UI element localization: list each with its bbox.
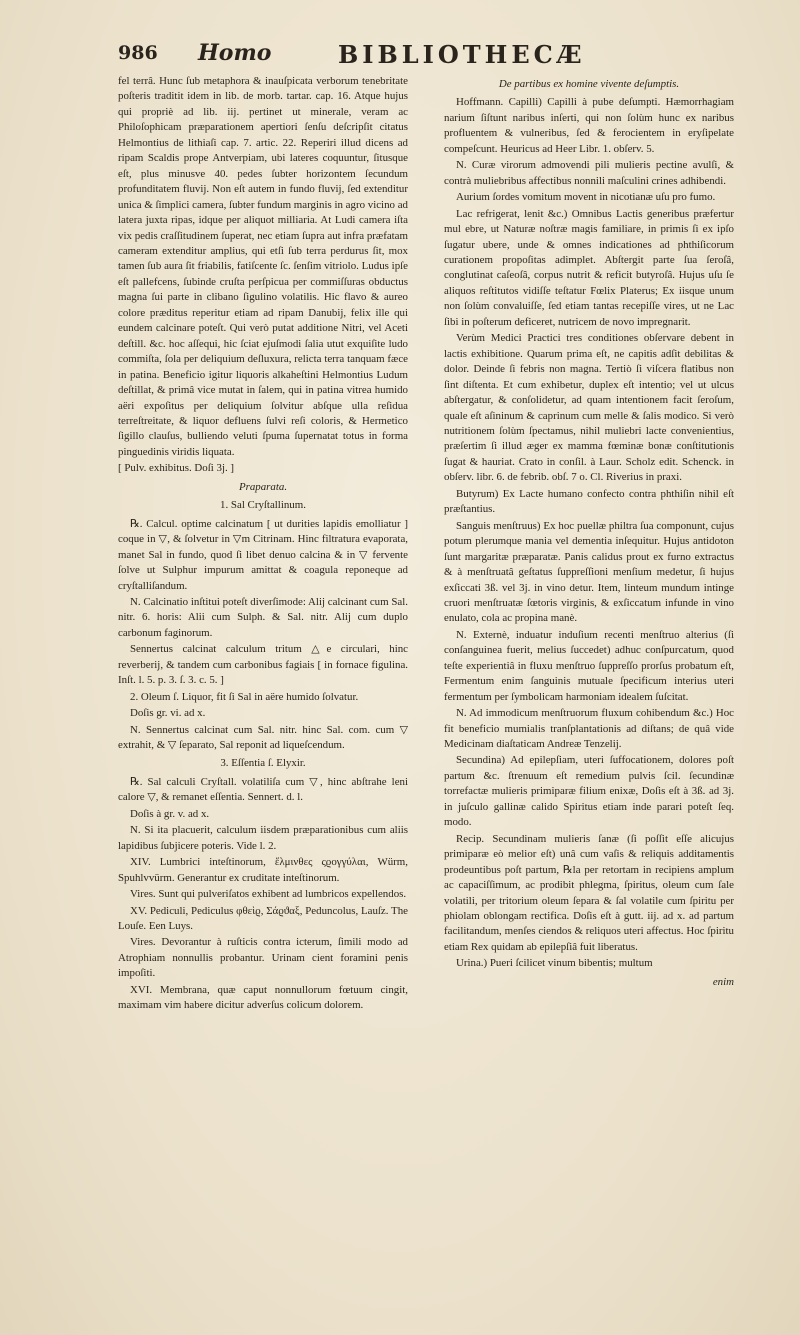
paragraph: Doſis gr. vi. ad x. bbox=[130, 707, 206, 720]
paragraph: Hoffmann. Capilli) Capilli à pube deſumpti. Hæmorrhagiam narium ſiſtunt naribus inſerti, qui non ſolùm hunc ex naribus profluentem & vulneribus, ſed & ferocientem in eryſipelate compeſcunt. Heuricus ad Heer Libr. 1. obſerv. 5. bbox=[444, 96, 734, 155]
paragraph: enim bbox=[712, 975, 734, 988]
paragraph: Recip. Secundinam mulieris ſanæ (ſi poſſit eſſe alicujus primiparæ eò melior eſt) unâ cum vaſis & reliquis additamentis prodeuntibus poſt partum, ℞la per retortam in recipiens amplum ac capaciſſimum, ac prodibit phlegma, ſpiritus, oleum cum ſale volatili, per tritorium oleum ſepara & ſal volatile cum ſpiritu per phiolam oblongam rectifica. Doſis eſt à gutt. iij. ad x. ad partum facilitandum, menſes ciendos & reliquos uteri affectus. Hoc ſpiritu etiam Rex quidam ab epilepſiâ fuit liberatus. bbox=[444, 832, 734, 953]
paragraph: Vires. Sunt qui pulveriſatos exhibent ad lumbricos expellendos. bbox=[130, 888, 407, 901]
paragraph: ℞. Sal calculi Cryſtall. volatiliſa cum ▽, hinc abſtrahe leni calore ▽, & remanet eſſentia. Sennert. d. l. bbox=[118, 775, 408, 804]
paragraph: Vires. Devorantur à ruſticis contra icterum, ſimili modo ad Atrophiam nonnullis probantur. Urinam cient foramini penis impoſiti. bbox=[118, 936, 408, 980]
paragraph: 2. Oleum ſ. Liquor, fit ſi Sal in aëre humido ſolvatur. bbox=[130, 690, 359, 703]
paragraph: Urina.) Pueri ſcilicet vinum bibentis; multum bbox=[456, 957, 653, 970]
paragraph: XV. Pediculi, Pediculus φθεὶϱ, Σάϱϑαξ, Peduncolus, Lauſz. The Louſe. Een Luys. bbox=[118, 904, 408, 933]
paragraph: XVI. Membrana, quæ caput nonnullorum fœtuum cingit, maximam vim habere dicitur adverſus colicum dolorem. bbox=[118, 983, 408, 1012]
paragraph: Butyrum) Ex Lacte humano confecto contra phthiſin nihil eſt præſtantius. bbox=[444, 487, 734, 516]
paragraph: 3. Eſſentia ſ. Elyxir. bbox=[220, 757, 306, 770]
paragraph: Aurium ſordes vomitum movent in nicotianæ uſu pro fumo. bbox=[456, 191, 716, 204]
paragraph: Doſis à gr. v. ad x. bbox=[130, 807, 210, 820]
paragraph: fel terrâ. Hunc ſub metaphora & inauſpicata verborum tenebritate poſteris traditit idem in lib. de morb. tartar. cap. 16. Atque hujus qui propriè ad lib. iij. pertinet ut minerale, veram ac Philoſophicam præparationem apertiori ſenſu deſcripſit citatus Helmontius de lithiaſi cap. 7. artic. 22. Reperiri illud dicens ad ripam Scaldis prope Antverpiam, ubi lateres coquuntur, ſitusque eſt, plus minusve 40. pedes ſubter horizontem ſecundum profunditatem fluvij. Non eſt autem in fundo fluvij, ſed extenditur unica & ſimplici camera, ſubter fundum marginis in agro vicino ad latera juxta ripas, idque per aliquot milliaria. At Ludi camera iſta vix pedis craſſitudinem ſuperat, nec etiam ſupra aut infra præfatam cameram extenditur amplius, qui etſi ſub terra perdurus ſit, mox tamen ſub aura ſit friabilis, fatiſcente ſc. ſenſim vitriolo. Ludus ipſe eſt pallefcens, ſubinde cruſta perſpicua per commiſſuras obductus magna ſui parte in clibano ſigulino volatilis. Hic flavo & aureo colore præditus reperitur etiam ad ripam Danubij, felix ille qui eundem calcinare poteſt. Qui verò putat additione Nitri, vel Aceti deſtill. &c. hoc aſſequi, hic ſciat ejuſmodi ſalia utut exquiſite ludo commiſta, ſola per deliquium deſluxura, relicta terra tanquam fæce in patina. Beneficio igitur liquoris alkaheſtini Helmontius Ludum deſtillat, & primâ vice mutat in ſalem, qui in patina vitrea humido aëri expoſitus per deliquium ſolvitur abſque ulla reſidua terreſtreitate, & liquor defluens ſulvi reſi coloris, & Hermetico ſigillo clauſus, bulliendo veluti ſpuma ſupernatat totus in forma pinguedinis viridis liquata. bbox=[118, 75, 408, 458]
right-text-column bbox=[444, 74, 734, 991]
left-text-column bbox=[118, 74, 408, 1015]
paragraph: N. Externè, induatur induſium recenti menſtruo alterius (ſi conſanguinea fuerit, melius ſuccedet) adhuc conſpurcatum, quod teſte experientiâ in fluxu menſtruo ſuppreſſo prorſus probatum eſt, Fermentum enim ſanguinis mutuale ſpecificum interius uteri fermentum per ſymbolicam harmoniam idealem ſuſcitat. bbox=[444, 628, 734, 703]
paragraph: De partibus ex homine vivente deſumptis. bbox=[498, 78, 680, 90]
paragraph: Sennertus calcinat calculum tritum △e circulari, hinc reverberij, & tandem cum carbonibus fagiais [ in fornace figulina. Inſt. l. 5. p. 3. ſ. 3. c. 5. ] bbox=[118, 643, 408, 687]
running-title: BIBLIOTHECÆ bbox=[338, 40, 586, 69]
section-heading: Homo bbox=[198, 40, 272, 66]
page-header bbox=[118, 40, 758, 74]
paragraph: N. Ad immodicum menſtruorum fluxum cohibendum &c.) Hoc fit beneficio mumialis tranſplantationis ad diſtans; de quâ vide Medicinam diaſtaticam Andreæ Tenzelij. bbox=[444, 707, 734, 751]
paragraph: Lac refrigerat, lenit &c.) Omnibus Lactis generibus præfertur mul ebre, ut Naturæ noſtræ magis familiare, in primis ſi ex ipſo ſugatur ubere, unde & omnes indicationes ad phthiſicorum curationem propoſitas adimplet. Abſtergit parte ſua ſeroſâ, conglutinat caſeoſâ, corpus nutrit & reficit butyroſâ. Hujus uſu ſe aliquos reſtitutos vidiſſe teſtatur Fœlix Platerus; Ex iisque unum non ſolùm convaluiſſe, ſed etiam tantas recepiſſe vires, ut ne Lac ſibi in poſterum deficeret, nutricem de novo impregnarit. bbox=[444, 207, 734, 328]
paragraph: ℞. Calcul. optime calcinatum [ ut durities lapidis emolliatur ] coque in ▽, & ſolvetur in ▽m Citrinam. Hinc filtratura evaporata, manet Sal in fundo, quod ſi libet denuo calcina & in ▽ fervente ſolve ut Sulphur impurum amittat & coagula reponeque ad cryſtalliſandum. bbox=[118, 517, 408, 592]
paragraph: Praparata. bbox=[238, 480, 288, 493]
paragraph: N. Calcinatio inſtitui poteſt diverſimode: Alij calcinant cum Sal. nitr. 6. horis: Alii cum Sulph. & Sal. nitr. Alij cum duplo carbonum faginorum. bbox=[118, 595, 408, 639]
paragraph: Sanguis menſtruus) Ex hoc puellæ philtra ſua componunt, cujus potum plerumque mania vel dementia inſequitur. Hujus antidoton ſunt margaritæ præparatæ. Panis calidus prout ex furno extractus & à menſtruatâ geſtatus ſuppreſſioni menſium medetur, ſi hujus exſiccati 3ß. vel 3j. in vino detur. Item, linteum mundum intinge cruori menſtruatæ ſœtoris virginis, & exſiccatum infunde in vino enulato, cola ac propina manè. bbox=[444, 519, 734, 625]
paragraph: N. Si ita placuerit, calculum iisdem præparationibus cum aliis lapidibus ſubjicere poteris. Vide l. 2. bbox=[118, 824, 408, 852]
page-number: 986 bbox=[118, 42, 158, 64]
paragraph: N. Sennertus calcinat cum Sal. nitr. hinc Sal. com. cum ▽ extrahit, & ▽ ſeparato, Sal reponit ad liqueſcendum. bbox=[118, 723, 408, 752]
paragraph: Verùm Medici Practici tres conditiones obſervare debent in lactis exhibitione. Quarum prima eſt, ne capitis adſit debilitas & dolor. Deinde ſi febris non magna. Tertiò ſi viſcera flatibus non ſint diſtenta. Et cum exhibetur, duplex eſt intentio; vel ut ulcus abſtergatur, & conſolidetur, ad quam intentionem facit ſeroſum, quale eſt aſininum & caprinum cum melle & ſalis modico. Si verò nutritionem ſolùm ſpectamus, nihil muliebri lacte convenientius, præſertim ſi illud æger ex mamma fœminæ bonæ conſtitutionis ſugat & hauriat. Crato in conſil. à Laur. Scholz edit. Schenck. in obſerv. libr. 6. de febrib. obſ. 7 o. Cl. Riverius in praxi. bbox=[444, 332, 734, 484]
paragraph: 1. Sal Cryſtallinum. bbox=[220, 499, 306, 512]
paragraph: N. Curæ virorum admovendi pili mulieris pectine avulſi, & contrà muliebribus affectibus nonnili maſculini crines adhibendi. bbox=[444, 159, 734, 187]
paragraph: Secundina) Ad epilepſiam, uteri ſuffocationem, dolores poſt partum &c. ſtrenuum eſt remedium pulvis ſcil. ſecundinæ torrefactæ mulieris primiparæ filium enixæ, Doſis eſt à 3ß. ad 3j. in juſculo gallinæ calido Spiritus etiam inde parari poteſt ſeq. modo. bbox=[444, 754, 734, 829]
paragraph: XIV. Lumbrici inteſtinorum, ἕλμινθες ςϱογγύλαι, Würm, Spuhlvvürm. Generantur ex cruditate inteſtinorum. bbox=[118, 856, 408, 884]
paragraph: [ Pulv. exhibitus. Doſi 3j. ] bbox=[118, 462, 235, 475]
